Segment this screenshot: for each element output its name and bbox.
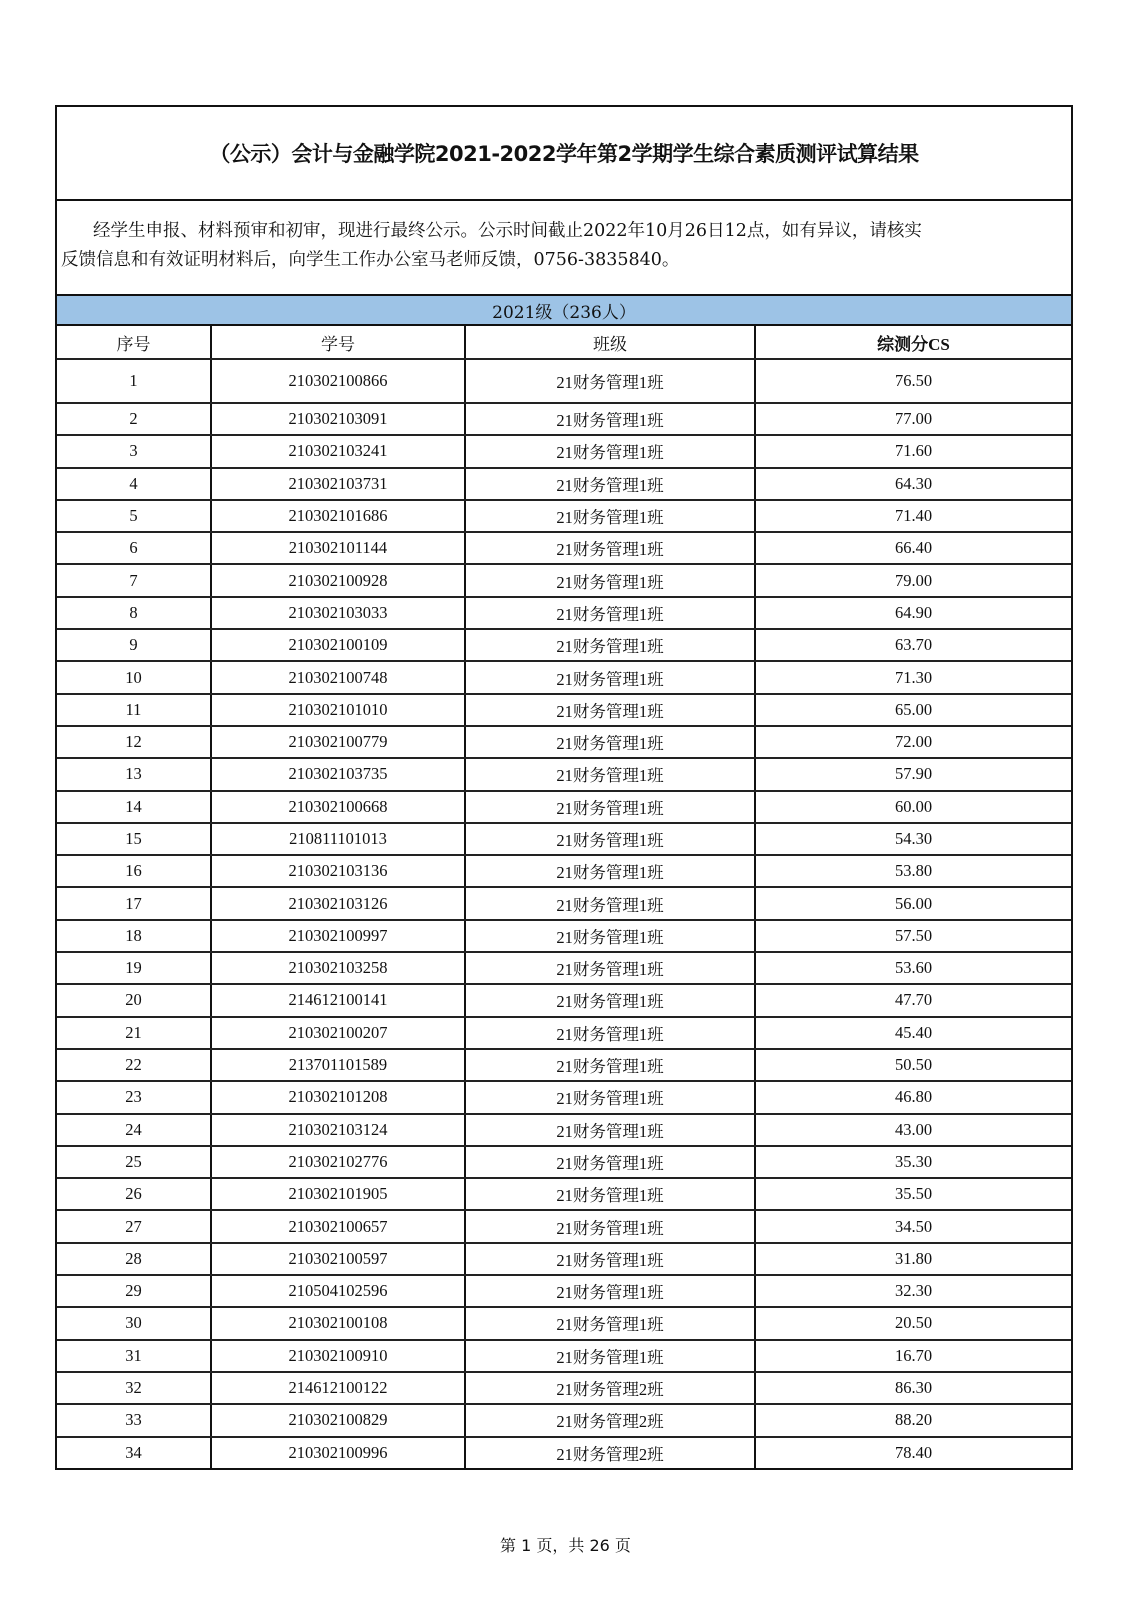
table-row — [57, 597, 1071, 629]
cell-score: 63.70 — [755, 629, 1071, 661]
cell-score: 46.80 — [755, 1081, 1071, 1113]
cell-student-id: 210302103735 — [211, 758, 465, 790]
cell-score: 86.30 — [755, 1372, 1071, 1404]
cell-index: 29 — [57, 1275, 211, 1307]
cell-score: 45.40 — [755, 1017, 1071, 1049]
cell-index: 18 — [57, 920, 211, 952]
cell-index: 10 — [57, 661, 211, 693]
table-row — [57, 726, 1071, 758]
cell-index: 16 — [57, 855, 211, 887]
cell-index: 11 — [57, 694, 211, 726]
table-row — [57, 532, 1071, 564]
cell-score: 79.00 — [755, 564, 1071, 596]
table-row — [57, 1243, 1071, 1275]
cell-score: 43.00 — [755, 1114, 1071, 1146]
cell-class: 21财务管理1班 — [465, 758, 755, 790]
cell-score: 20.50 — [755, 1307, 1071, 1339]
column-header-score: 综测分CS — [755, 326, 1071, 359]
cell-score: 35.30 — [755, 1146, 1071, 1178]
group-band: 2021级（236人） — [57, 296, 1071, 326]
table-row — [57, 1307, 1071, 1339]
cell-class: 21财务管理1班 — [465, 1210, 755, 1242]
cell-class: 21财务管理1班 — [465, 359, 755, 403]
cell-student-id: 210302103033 — [211, 597, 465, 629]
cell-index: 19 — [57, 952, 211, 984]
cell-score: 53.80 — [755, 855, 1071, 887]
cell-student-id: 210302103126 — [211, 887, 465, 919]
table-row — [57, 823, 1071, 855]
cell-student-id: 210302101208 — [211, 1081, 465, 1113]
cell-score: 66.40 — [755, 532, 1071, 564]
cell-student-id: 210302100928 — [211, 564, 465, 596]
cell-class: 21财务管理1班 — [465, 1081, 755, 1113]
table-row — [57, 1372, 1071, 1404]
table-row — [57, 359, 1071, 403]
cell-index: 22 — [57, 1049, 211, 1081]
cell-class: 21财务管理1班 — [465, 952, 755, 984]
cell-class: 21财务管理1班 — [465, 661, 755, 693]
table-row — [57, 1275, 1071, 1307]
cell-student-id: 210302100910 — [211, 1340, 465, 1372]
cell-class: 21财务管理1班 — [465, 791, 755, 823]
cell-class: 21财务管理1班 — [465, 920, 755, 952]
table-row — [57, 1081, 1071, 1113]
table-row — [57, 500, 1071, 532]
table-row — [57, 694, 1071, 726]
cell-student-id: 210302100108 — [211, 1307, 465, 1339]
cell-student-id: 210302101686 — [211, 500, 465, 532]
cell-score: 35.50 — [755, 1178, 1071, 1210]
cell-class: 21财务管理1班 — [465, 597, 755, 629]
cell-index: 17 — [57, 887, 211, 919]
cell-score: 71.60 — [755, 435, 1071, 467]
notice-line-2: 反馈信息和有效证明材料后，向学生工作办公室马老师反馈，0756-3835840。 — [61, 250, 680, 270]
cell-student-id: 210302103241 — [211, 435, 465, 467]
notice-text — [57, 201, 1071, 296]
table-row — [57, 564, 1071, 596]
cell-score: 71.40 — [755, 500, 1071, 532]
table-row — [57, 1114, 1071, 1146]
cell-student-id: 210302100668 — [211, 791, 465, 823]
cell-class: 21财务管理1班 — [465, 1275, 755, 1307]
cell-index: 25 — [57, 1146, 211, 1178]
cell-score: 54.30 — [755, 823, 1071, 855]
table-row — [57, 1437, 1071, 1468]
cell-index: 34 — [57, 1437, 211, 1468]
cell-student-id: 210302100109 — [211, 629, 465, 661]
cell-student-id: 214612100141 — [211, 984, 465, 1016]
cell-index: 12 — [57, 726, 211, 758]
cell-class: 21财务管理1班 — [465, 532, 755, 564]
cell-class: 21财务管理1班 — [465, 1307, 755, 1339]
cell-student-id: 210302101905 — [211, 1178, 465, 1210]
table-row — [57, 1340, 1071, 1372]
cell-class: 21财务管理1班 — [465, 435, 755, 467]
table-header-row — [57, 326, 1071, 359]
cell-class: 21财务管理1班 — [465, 1243, 755, 1275]
cell-student-id: 210302100996 — [211, 1437, 465, 1468]
cell-class: 21财务管理1班 — [465, 855, 755, 887]
cell-student-id: 210302101144 — [211, 532, 465, 564]
cell-class: 21财务管理1班 — [465, 984, 755, 1016]
table-row — [57, 920, 1071, 952]
cell-class: 21财务管理1班 — [465, 500, 755, 532]
cell-index: 2 — [57, 403, 211, 435]
cell-score: 47.70 — [755, 984, 1071, 1016]
column-header-class: 班级 — [465, 326, 755, 359]
cell-student-id: 210302101010 — [211, 694, 465, 726]
cell-class: 21财务管理2班 — [465, 1372, 755, 1404]
cell-class: 21财务管理1班 — [465, 1340, 755, 1372]
cell-class: 21财务管理2班 — [465, 1404, 755, 1436]
cell-index: 6 — [57, 532, 211, 564]
cell-student-id: 210302100748 — [211, 661, 465, 693]
results-sheet — [55, 105, 1073, 1470]
table-row — [57, 1178, 1071, 1210]
cell-score: 57.50 — [755, 920, 1071, 952]
cell-student-id: 210302103091 — [211, 403, 465, 435]
notice-line-1: 经学生申报、材料预审和初审，现进行最终公示。公示时间截止2022年10月26日12点，如有异议，请核实 — [93, 221, 922, 241]
cell-score: 57.90 — [755, 758, 1071, 790]
table-row — [57, 661, 1071, 693]
column-header-index: 序号 — [57, 326, 211, 359]
cell-class: 21财务管理1班 — [465, 1114, 755, 1146]
cell-student-id: 213701101589 — [211, 1049, 465, 1081]
table-row — [57, 1049, 1071, 1081]
table-row — [57, 855, 1071, 887]
cell-student-id: 210302103258 — [211, 952, 465, 984]
cell-score: 34.50 — [755, 1210, 1071, 1242]
cell-student-id: 214612100122 — [211, 1372, 465, 1404]
cell-index: 8 — [57, 597, 211, 629]
column-header-student-id: 学号 — [211, 326, 465, 359]
table-row — [57, 984, 1071, 1016]
table-row — [57, 629, 1071, 661]
cell-index: 20 — [57, 984, 211, 1016]
cell-score: 53.60 — [755, 952, 1071, 984]
cell-index: 7 — [57, 564, 211, 596]
cell-student-id: 210302103124 — [211, 1114, 465, 1146]
cell-class: 21财务管理1班 — [465, 1017, 755, 1049]
cell-score: 31.80 — [755, 1243, 1071, 1275]
cell-index: 28 — [57, 1243, 211, 1275]
table-row — [57, 468, 1071, 500]
table-row — [57, 1210, 1071, 1242]
cell-score: 64.90 — [755, 597, 1071, 629]
cell-index: 14 — [57, 791, 211, 823]
cell-score: 64.30 — [755, 468, 1071, 500]
cell-index: 26 — [57, 1178, 211, 1210]
page-indicator: 第 1 页，共 26 页 — [500, 1536, 631, 1555]
cell-student-id: 210302100829 — [211, 1404, 465, 1436]
cell-student-id: 210302100779 — [211, 726, 465, 758]
cell-class: 21财务管理1班 — [465, 564, 755, 596]
cell-index: 1 — [57, 359, 211, 403]
document-title: （公示）会计与金融学院2021-2022学年第2学期学生综合素质测评试算结果 — [57, 107, 1071, 201]
cell-student-id: 210302103731 — [211, 468, 465, 500]
cell-score: 56.00 — [755, 887, 1071, 919]
cell-student-id: 210302100657 — [211, 1210, 465, 1242]
cell-index: 13 — [57, 758, 211, 790]
table-row — [57, 791, 1071, 823]
table-row — [57, 952, 1071, 984]
cell-score: 60.00 — [755, 791, 1071, 823]
results-table — [57, 326, 1071, 1468]
table-row — [57, 758, 1071, 790]
cell-student-id: 210302100866 — [211, 359, 465, 403]
cell-score: 50.50 — [755, 1049, 1071, 1081]
cell-index: 23 — [57, 1081, 211, 1113]
cell-class: 21财务管理1班 — [465, 726, 755, 758]
cell-student-id: 210302103136 — [211, 855, 465, 887]
cell-class: 21财务管理1班 — [465, 694, 755, 726]
cell-score: 71.30 — [755, 661, 1071, 693]
cell-student-id: 210302100207 — [211, 1017, 465, 1049]
table-row — [57, 1017, 1071, 1049]
table-row — [57, 435, 1071, 467]
cell-index: 27 — [57, 1210, 211, 1242]
cell-index: 33 — [57, 1404, 211, 1436]
cell-index: 31 — [57, 1340, 211, 1372]
table-row — [57, 403, 1071, 435]
cell-class: 21财务管理2班 — [465, 1437, 755, 1468]
cell-score: 78.40 — [894, 1442, 933, 1462]
cell-class: 21财务管理1班 — [465, 823, 755, 855]
cell-score: 76.50 — [755, 359, 1071, 403]
table-row — [57, 1404, 1071, 1436]
cell-student-id: 210302102776 — [211, 1146, 465, 1178]
cell-class: 21财务管理1班 — [465, 1049, 755, 1081]
cell-student-id: 210302100597 — [211, 1243, 465, 1275]
cell-index: 5 — [57, 500, 211, 532]
cell-score: 77.00 — [755, 403, 1071, 435]
cell-index: 15 — [57, 823, 211, 855]
cell-student-id: 210302100997 — [211, 920, 465, 952]
table-row — [57, 1146, 1071, 1178]
cell-index: 4 — [57, 468, 211, 500]
cell-index: 21 — [57, 1017, 211, 1049]
cell-score: 16.70 — [755, 1340, 1071, 1372]
cell-index: 3 — [57, 435, 211, 467]
cell-class: 21财务管理1班 — [465, 629, 755, 661]
cell-score: 32.30 — [755, 1275, 1071, 1307]
cell-class: 21财务管理1班 — [465, 1178, 755, 1210]
cell-class: 21财务管理1班 — [465, 887, 755, 919]
cell-index: 30 — [57, 1307, 211, 1339]
cell-score: 88.20 — [755, 1404, 1071, 1436]
cell-score: 72.00 — [755, 726, 1071, 758]
cell-class: 21财务管理1班 — [465, 403, 755, 435]
cell-class: 21财务管理1班 — [465, 1146, 755, 1178]
table-row — [57, 887, 1071, 919]
cell-index: 9 — [57, 629, 211, 661]
cell-index: 32 — [57, 1372, 211, 1404]
cell-class: 21财务管理1班 — [465, 468, 755, 500]
cell-student-id: 210811101013 — [211, 823, 465, 855]
table-body — [57, 359, 1071, 1468]
cell-score: 65.00 — [755, 694, 1071, 726]
cell-index: 24 — [57, 1114, 211, 1146]
cell-student-id: 210504102596 — [211, 1275, 465, 1307]
